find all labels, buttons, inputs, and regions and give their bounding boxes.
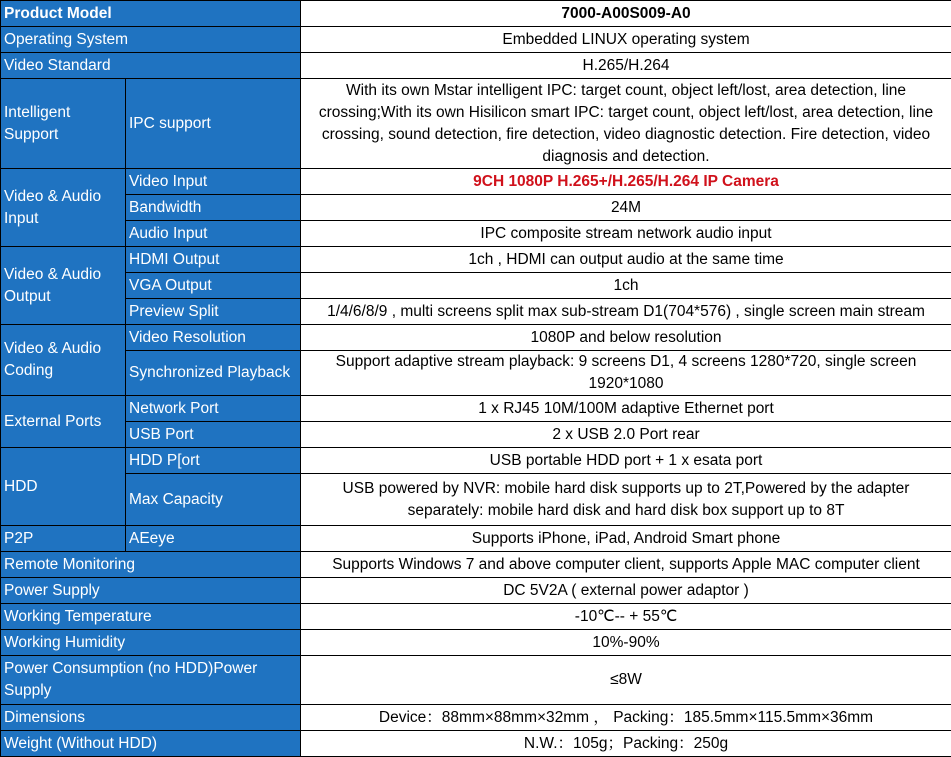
row-vga-output: [1, 273, 951, 299]
operating-system-label: Operating System: [1, 27, 301, 53]
dimensions-value: Device：88mm×88mm×32mm ， Packing：185.5mm×115.5mm×36mm: [301, 705, 951, 731]
row-working-temperature: [1, 604, 951, 630]
operating-system-value: Embedded LINUX operating system: [301, 27, 951, 53]
max-capacity-value: USB powered by NVR: mobile hard disk supports up to 2T,Powered by the adapter separately: mobile hard disk and hard disk box support up to 8T: [301, 474, 951, 526]
network-port-value: 1 x RJ45 10M/100M adaptive Ethernet port: [301, 396, 951, 422]
row-product-model: [1, 1, 951, 27]
video-input-label: Video Input: [126, 169, 301, 195]
row-preview-split: [1, 299, 951, 325]
network-port-label: Network Port: [126, 396, 301, 422]
hdd-port-value: USB portable HDD port + 1 x esata port: [301, 448, 951, 474]
audio-input-label: Audio Input: [126, 221, 301, 247]
row-video-resolution: [1, 325, 951, 351]
row-hdd-port: [1, 448, 951, 474]
preview-split-value: 1/4/6/8/9 , multi screens split max sub-stream D1(704*576) , single screen main stream: [301, 299, 951, 325]
row-synchronized-playback: [1, 351, 951, 396]
vga-output-value: 1ch: [301, 273, 951, 299]
row-hdmi-output: [1, 247, 951, 273]
bandwidth-value: 24M: [301, 195, 951, 221]
row-usb-port: [1, 422, 951, 448]
row-max-capacity: [1, 474, 951, 526]
row-audio-input: [1, 221, 951, 247]
row-network-port: [1, 396, 951, 422]
ipc-support-value: With its own Mstar intelligent IPC: target count, object left/lost, area detection, line crossing;With its own Hisilicon smart IPC: target count, object left/lost, area detection, line crossing, sound detection, fire detection, video diagnostic detection. Fire detection, video diagnosis and detection.: [301, 79, 951, 169]
row-operating-system: [1, 27, 951, 53]
bandwidth-label: Bandwidth: [126, 195, 301, 221]
hdmi-output-value: 1ch , HDMI can output audio at the same time: [301, 247, 951, 273]
p2p-value: Supports iPhone, iPad, Android Smart phone: [301, 526, 951, 552]
row-power-supply: [1, 578, 951, 604]
video-standard-value: H.265/H.264: [301, 53, 951, 79]
row-bandwidth: [1, 195, 951, 221]
row-video-standard: [1, 53, 951, 79]
product-model-label: Product Model: [1, 1, 301, 27]
row-remote-monitoring: [1, 552, 951, 578]
aeeye-label: AEeye: [126, 526, 301, 552]
preview-split-label: Preview Split: [126, 299, 301, 325]
row-dimensions: [1, 705, 951, 731]
remote-monitoring-label: Remote Monitoring: [1, 552, 301, 578]
working-temperature-value: -10℃-- + 55℃: [301, 604, 951, 630]
intelligent-support-label: Intelligent Support: [1, 79, 126, 169]
row-video-input: [1, 169, 951, 195]
remote-monitoring-value: Supports Windows 7 and above computer client, supports Apple MAC computer client: [301, 552, 951, 578]
dimensions-label: Dimensions: [1, 705, 301, 731]
hdmi-output-label: HDMI Output: [126, 247, 301, 273]
external-ports-label: External Ports: [1, 396, 126, 448]
row-weight: [1, 731, 951, 757]
video-resolution-label: Video Resolution: [126, 325, 301, 351]
power-consumption-label: Power Consumption (no HDD)Power Supply: [1, 656, 301, 705]
hdd-label: HDD: [1, 448, 126, 526]
weight-value: N.W.：105g；Packing：250g: [301, 731, 951, 757]
usb-port-label: USB Port: [126, 422, 301, 448]
row-p2p: [1, 526, 951, 552]
max-capacity-label: Max Capacity: [126, 474, 301, 526]
synchronized-playback-label: Synchronized Playback: [126, 351, 301, 396]
row-power-consumption: [1, 656, 951, 705]
p2p-label: P2P: [1, 526, 126, 552]
audio-input-value: IPC composite stream network audio input: [301, 221, 951, 247]
working-humidity-value: 10%-90%: [301, 630, 951, 656]
ipc-support-label: IPC support: [126, 79, 301, 169]
power-consumption-value: ≤8W: [301, 656, 951, 705]
video-audio-output-label: Video & Audio Output: [1, 247, 126, 325]
weight-label: Weight (Without HDD): [1, 731, 301, 757]
video-audio-coding-label: Video & Audio Coding: [1, 325, 126, 396]
row-intelligent-support: [1, 79, 951, 169]
power-supply-label: Power Supply: [1, 578, 301, 604]
video-resolution-value: 1080P and below resolution: [301, 325, 951, 351]
vga-output-label: VGA Output: [126, 273, 301, 299]
working-temperature-label: Working Temperature: [1, 604, 301, 630]
product-model-value: 7000-A00S009-A0: [301, 1, 951, 27]
working-humidity-label: Working Humidity: [1, 630, 301, 656]
power-supply-value: DC 5V2A ( external power adaptor ): [301, 578, 951, 604]
hdd-port-label: HDD P[ort: [126, 448, 301, 474]
video-audio-input-label: Video & Audio Input: [1, 169, 126, 247]
video-standard-label: Video Standard: [1, 53, 301, 79]
usb-port-value: 2 x USB 2.0 Port rear: [301, 422, 951, 448]
row-working-humidity: [1, 630, 951, 656]
synchronized-playback-value: Support adaptive stream playback: 9 screens D1, 4 screens 1280*720, single screen 1920*1080: [301, 351, 951, 396]
video-input-value: 9CH 1080P H.265+/H.265/H.264 IP Camera: [301, 169, 951, 195]
